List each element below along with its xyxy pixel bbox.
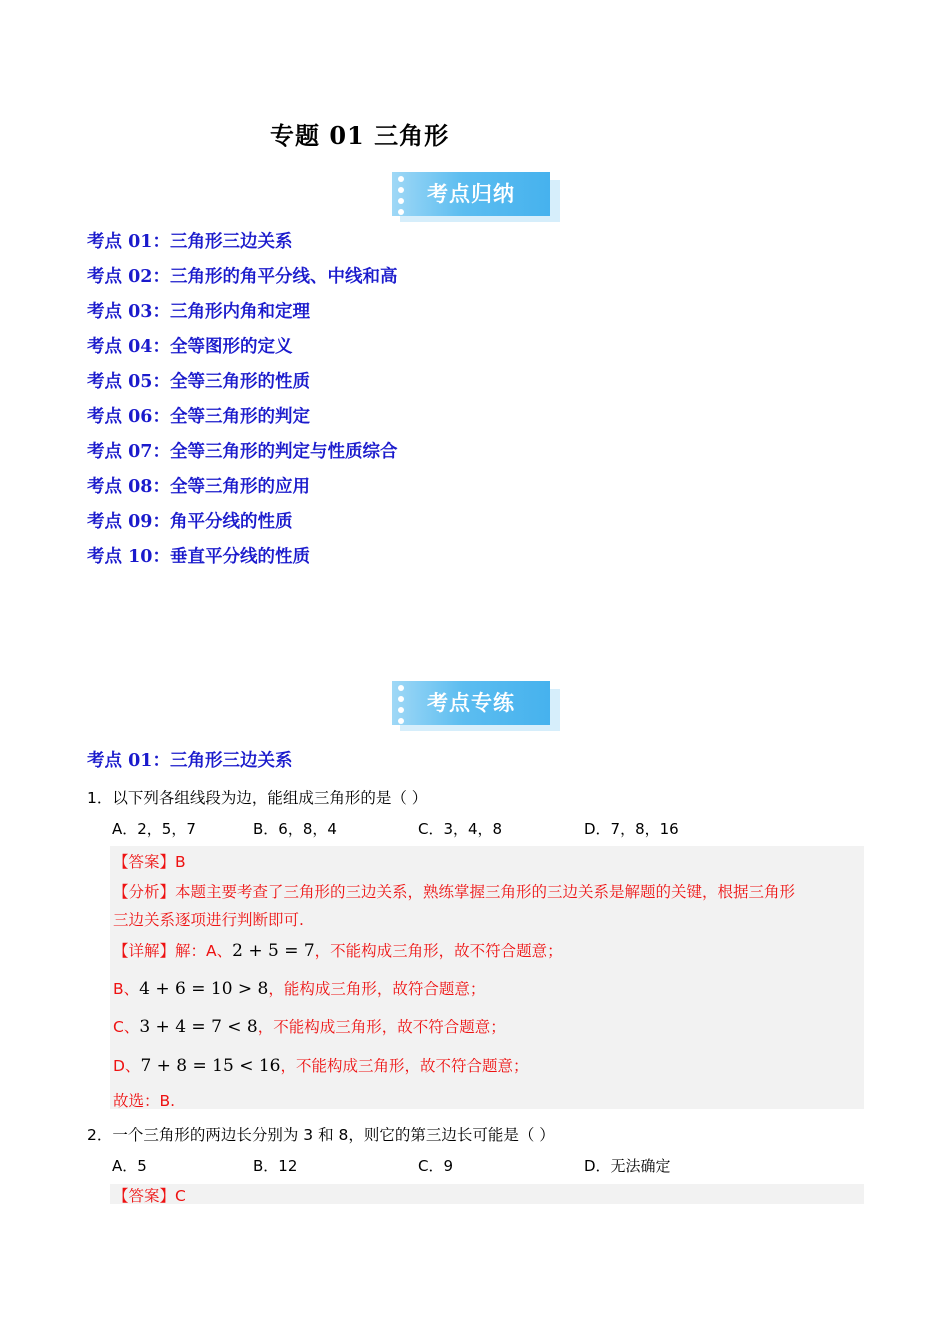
option-d: D．无法确定 — [584, 1157, 671, 1175]
section-heading: 考点 01：三角形三边关系 — [87, 751, 293, 771]
toc-item: 考点 02：三角形的角平分线、中线和高 — [87, 267, 398, 287]
detail-text: ，不能构成三角形，故不符合题意； — [257, 1018, 506, 1036]
question-2-stem: 2．一个三角形的两边长分别为 3 和 8，则它的第三边长可能是（ ） — [87, 1126, 555, 1144]
toc-item: 考点 09：角平分线的性质 — [87, 512, 293, 532]
banner-practice-label: 考点专练 — [427, 691, 515, 715]
detail-text: ，不能构成三角形，故不符合题意； — [280, 1057, 529, 1075]
banner-practice — [392, 681, 560, 731]
answer-box-1 — [110, 846, 864, 1109]
toc-item: 考点 10：垂直平分线的性质 — [87, 547, 310, 567]
detail-prefix: C、 — [113, 1018, 140, 1036]
detail-line-b — [113, 977, 485, 999]
option-a: A．5 — [112, 1157, 147, 1175]
option-c: C．9 — [418, 1157, 454, 1175]
answer-label: 【答案】B — [113, 853, 186, 871]
toc-item: 考点 04：全等图形的定义 — [87, 337, 293, 357]
detail-prefix: B、 — [113, 980, 140, 998]
option-d: D．7，8，16 — [584, 820, 679, 838]
toc-item: 考点 05：全等三角形的性质 — [87, 372, 310, 392]
toc-item: 考点 06：全等三角形的判定 — [87, 407, 310, 427]
option-b: B．6，8，4 — [253, 820, 337, 838]
answer-box-2 — [110, 1184, 864, 1204]
question-1-stem: 1．以下列各组线段为边，能组成三角形的是（ ） — [87, 789, 428, 807]
detail-line-d — [113, 1054, 529, 1076]
detail-text: ，不能构成三角形，故不符合题意； — [314, 942, 563, 960]
toc-item: 考点 07：全等三角形的判定与性质综合 — [87, 442, 398, 462]
banner-summary-label: 考点归纳 — [427, 182, 515, 206]
detail-prefix: 【详解】解：A、 — [113, 942, 233, 960]
equation: 3 + 4 = 7 < 8 — [139, 1017, 258, 1037]
option-c: C．3，4，8 — [418, 820, 503, 838]
toc-item: 考点 08：全等三角形的应用 — [87, 477, 310, 497]
detail-prefix: D、 — [113, 1057, 141, 1075]
banner-summary — [392, 172, 560, 222]
equation: 4 + 6 = 10 > 8 — [139, 979, 269, 999]
toc-item: 考点 01：三角形三边关系 — [87, 232, 293, 252]
analysis-line: 【分析】本题主要考查了三角形的三边关系，熟练掌握三角形的三边关系是解题的关键，根据三角形 — [113, 883, 796, 901]
answer-label: 【答案】C — [113, 1187, 186, 1205]
equation: 7 + 8 = 15 < 16 — [140, 1056, 281, 1076]
toc-list — [87, 228, 397, 578]
toc-item: 考点 03：三角形内角和定理 — [87, 302, 310, 322]
analysis-line: 三边关系逐项进行判断即可. — [113, 911, 304, 929]
option-b: B．12 — [253, 1157, 298, 1175]
page-title: 专题 01 三角形 — [270, 121, 450, 150]
detail-line-a — [113, 939, 563, 961]
detail-text: ，能构成三角形，故符合题意； — [268, 980, 486, 998]
conclusion: 故选：B. — [113, 1092, 176, 1110]
option-a: A．2，5，7 — [112, 820, 196, 838]
equation: 2 + 5 = 7 — [232, 941, 315, 961]
detail-line-c — [113, 1015, 506, 1037]
